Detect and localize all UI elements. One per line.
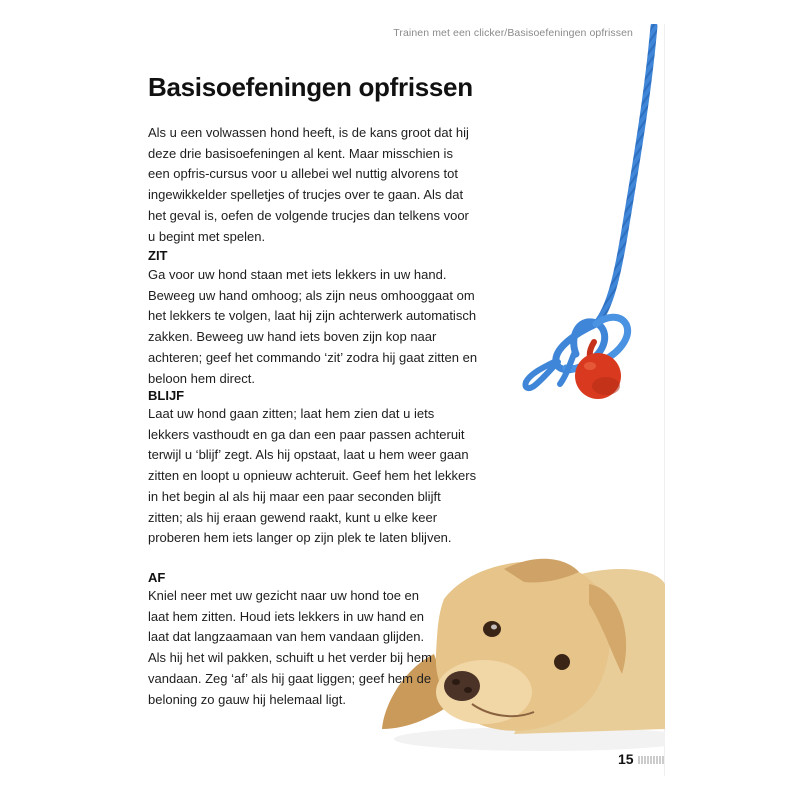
section-heading-blijf: BLIJF — [148, 388, 185, 403]
intro-paragraph: Als u een volwassen hond heeft, is de kans groot dat hij deze drie basisoefeningen al kent. Maar misschien is een opfris-cursus voor u allebei wel nuttig alvorens tot ingewikkelder spelletjes of trucjes over te gaan. Als dat het geval is, oefen de volgende trucjes dan telkens voor u begint met spelen. — [148, 125, 469, 244]
book-page — [134, 24, 665, 776]
section-heading-zit: ZIT — [148, 248, 168, 263]
section-text-blijf: Laat uw hond gaan zitten; laat hem zien dat u iets lekkers vasthoudt en ga dan een paar passen achteruit terwijl u ‘blijf’ zegt. Als hij opstaat, laat u hem weer gaan zitten en loopt u opnieuw achteruit. Geef hem het lekkers in het begin al als hij maar een paar seconden blijft zitten; als hij eraan gewend raakt, kunt u elke keer proberen hem iets langer op zijn plek te laten blijven. — [148, 406, 477, 546]
rope-toy-image — [514, 24, 664, 404]
running-head: Trainen met een clicker/Basisoefeningen opfrissen — [393, 27, 633, 39]
section-heading-af: AF — [148, 570, 166, 585]
section-text-af: Kniel neer met uw gezicht naar uw hond toe en laat hem zitten. Houd iets lekkers in uw hand en laat dat langzaamaan van hem vandaan glijden. Als hij het wil pakken, schuift u het verder bij hem vandaan. Zeg ‘af’ als hij gaat liggen; geef hem de beloning zo gauw hij helemaal ligt. — [148, 588, 432, 707]
page-number: 15 — [618, 751, 634, 767]
page-title: Basisoefeningen opfrissen — [148, 72, 473, 102]
page-tick-marks — [638, 756, 668, 764]
section-text-zit: Ga voor uw hond staan met iets lekkers in uw hand. Beweeg uw hand omhoog; als zijn neus omhooggaat om het lekkers te volgen, laat hij zijn achterwerk automatisch zakken. Beweeg uw hand iets boven zijn kop naar achteren; geef het commando ‘zit’ zodra hij gaat zitten en beloon hem direct. — [148, 267, 478, 386]
